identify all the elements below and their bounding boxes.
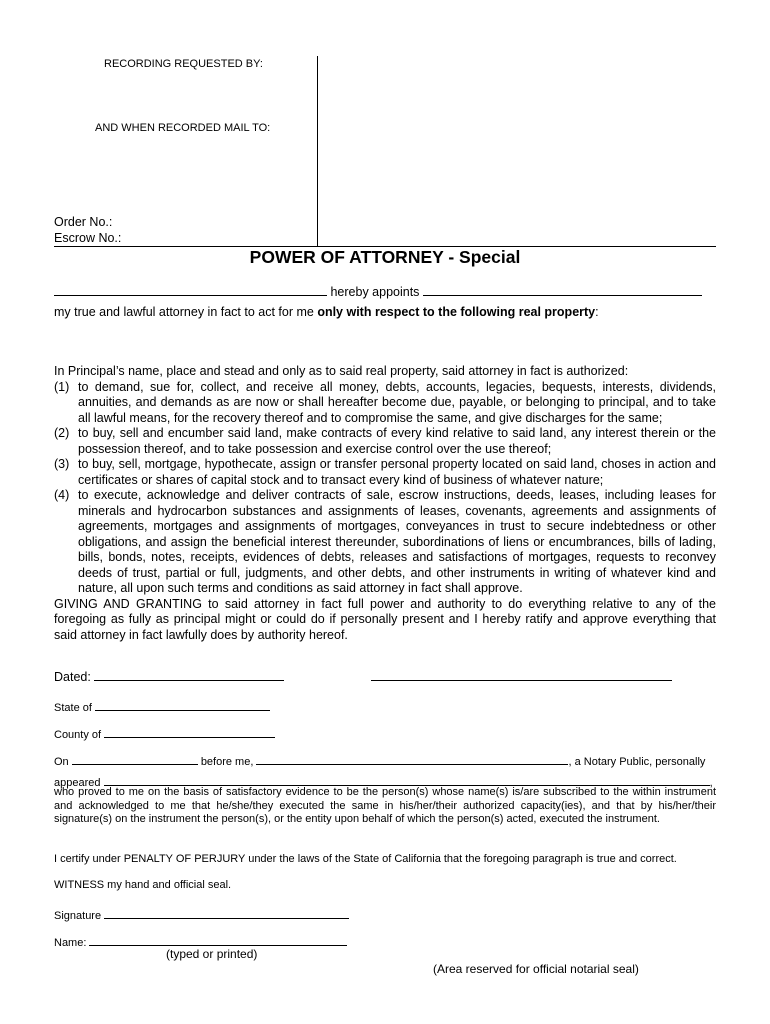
when-recorded-mail-to-label: AND WHEN RECORDED MAIL TO: — [95, 122, 271, 134]
escrow-no-label: Escrow No.: — [54, 231, 122, 245]
statement-suffix: : — [595, 305, 599, 319]
on-label: On — [54, 756, 69, 768]
header-divider-vertical — [317, 56, 318, 246]
list-item — [54, 488, 716, 597]
item-number: (2) — [54, 426, 70, 440]
date-field[interactable] — [72, 752, 198, 765]
item-number: (1) — [54, 379, 70, 394]
attorney-name-field[interactable] — [423, 283, 702, 296]
county-line — [54, 725, 275, 741]
list-item — [54, 426, 716, 457]
statement-bold: only with respect to the following real property — [317, 305, 596, 319]
appoints-line — [54, 283, 702, 299]
dated-field[interactable] — [94, 668, 284, 681]
statement-prefix: my true and lawful attorney in fact to act for me — [54, 305, 318, 319]
granting-paragraph: GIVING AND GRANTING to said attorney in fact full power and authority to do everything relative to any of the foregoing as fully as principal might or could do if personally present and I hereby ratify and approve everything that said attorney in fact lawfully does by authority hereof. — [54, 596, 716, 642]
list-item — [54, 380, 716, 427]
notary-printed-name-field[interactable] — [89, 933, 347, 946]
appeared-label: appeared — [54, 777, 101, 789]
dated-label: Dated: — [54, 670, 91, 684]
county-field[interactable] — [104, 725, 275, 738]
appeared-end: , — [709, 777, 713, 789]
item-text: to demand, sue for, collect, and receive all money, debts, accounts, legacies, bequests, interests, dividends, annuities, and demands as are now or shall hereafter become due, payable, or belonging to principal, and to take all lawful means, for the recovery thereof and to compromise the same, and give discharges for the same; — [78, 379, 716, 425]
notary-public-label: , a Notary Public, personally — [568, 756, 706, 768]
authorization-section — [54, 364, 716, 643]
recording-requested-by-label: RECORDING REQUESTED BY: — [104, 58, 263, 70]
item-text: to execute, acknowledge and deliver contracts of sale, escrow instructions, deeds, leases, including leases for minerals and hydrocarbon substances and assignments of leases, covenants, agreements and assignments of agreements, mortgages and assignments of mortgages, conveyances in trust to secure indebtedness or other obligations, and assign the beneficial interest thereunder, subordinations of liens or encumbrances, bills of lading, bills, bonds, notes, receipts, evidences of debts, releases and satisfactions of mortgages, requests to reconvey deeds of trust, partial or full, judgments, and other debts, and other instruments in writing of whatever kind and nature, all upon such terms and conditions as said attorney in fact shall approve. — [78, 488, 716, 595]
powers-list — [54, 380, 716, 597]
principal-signature-line — [371, 668, 672, 684]
appeared-name-field[interactable] — [104, 773, 710, 786]
county-label: County of — [54, 729, 102, 741]
list-item — [54, 457, 716, 488]
item-text: to buy, sell and encumber said land, make contracts of every kind relative to said land, any interest therein or the possession thereof, and to take possession and exercise control over the use thereof; — [78, 426, 716, 456]
witness-statement: WITNESS my hand and official seal. — [54, 879, 232, 891]
state-field[interactable] — [95, 698, 270, 711]
authorization-intro: In Principal’s name, place and stead and only as to said real property, said attorney in fact is authorized: — [54, 364, 629, 378]
perjury-statement: I certify under PENALTY OF PERJURY under the laws of the State of California that the foregoing paragraph is true and correct. — [54, 853, 677, 865]
item-text: to buy, sell, mortgage, hypothecate, assign or transfer personal property located on said land, choses in action and certificates or shares of capital stock and to transact every kind of business of whatever nature; — [78, 457, 716, 487]
page-title: POWER OF ATTORNEY - Special — [249, 247, 521, 267]
proved-paragraph: who proved to me on the basis of satisfactory evidence to be the person(s) whose name(s) is/are subscribed to the within instrument and acknowledged to me that he/she/they executed the same in his/her/their authorized capacity(ies), and that by his/her/their signature(s) on the instrument the person(s), or the entity upon behalf of which the person(s) acted, executed the instrument. — [54, 786, 716, 825]
state-label: State of — [54, 702, 92, 714]
hereby-appoints-label: hereby appoints — [330, 285, 420, 299]
typed-or-printed-label: (typed or printed) — [166, 947, 258, 961]
state-line — [54, 698, 270, 714]
order-no-label: Order No.: — [54, 215, 113, 229]
notary-signature-field[interactable] — [104, 906, 349, 919]
principal-name-field[interactable] — [54, 283, 327, 296]
name-label: Name: — [54, 937, 87, 949]
item-number: (4) — [54, 488, 70, 502]
attorney-in-fact-statement — [54, 305, 599, 319]
notary-name-field[interactable] — [256, 752, 568, 765]
notarial-seal-area-label: (Area reserved for official notarial seal) — [433, 962, 639, 976]
principal-signature-field[interactable] — [371, 668, 672, 681]
item-number: (3) — [54, 457, 70, 471]
on-before-me-line — [54, 752, 705, 768]
notary-signature-line — [54, 906, 349, 922]
dated-line — [54, 668, 284, 684]
before-me-label: before me, — [200, 756, 254, 768]
signature-label: Signature — [54, 910, 102, 922]
